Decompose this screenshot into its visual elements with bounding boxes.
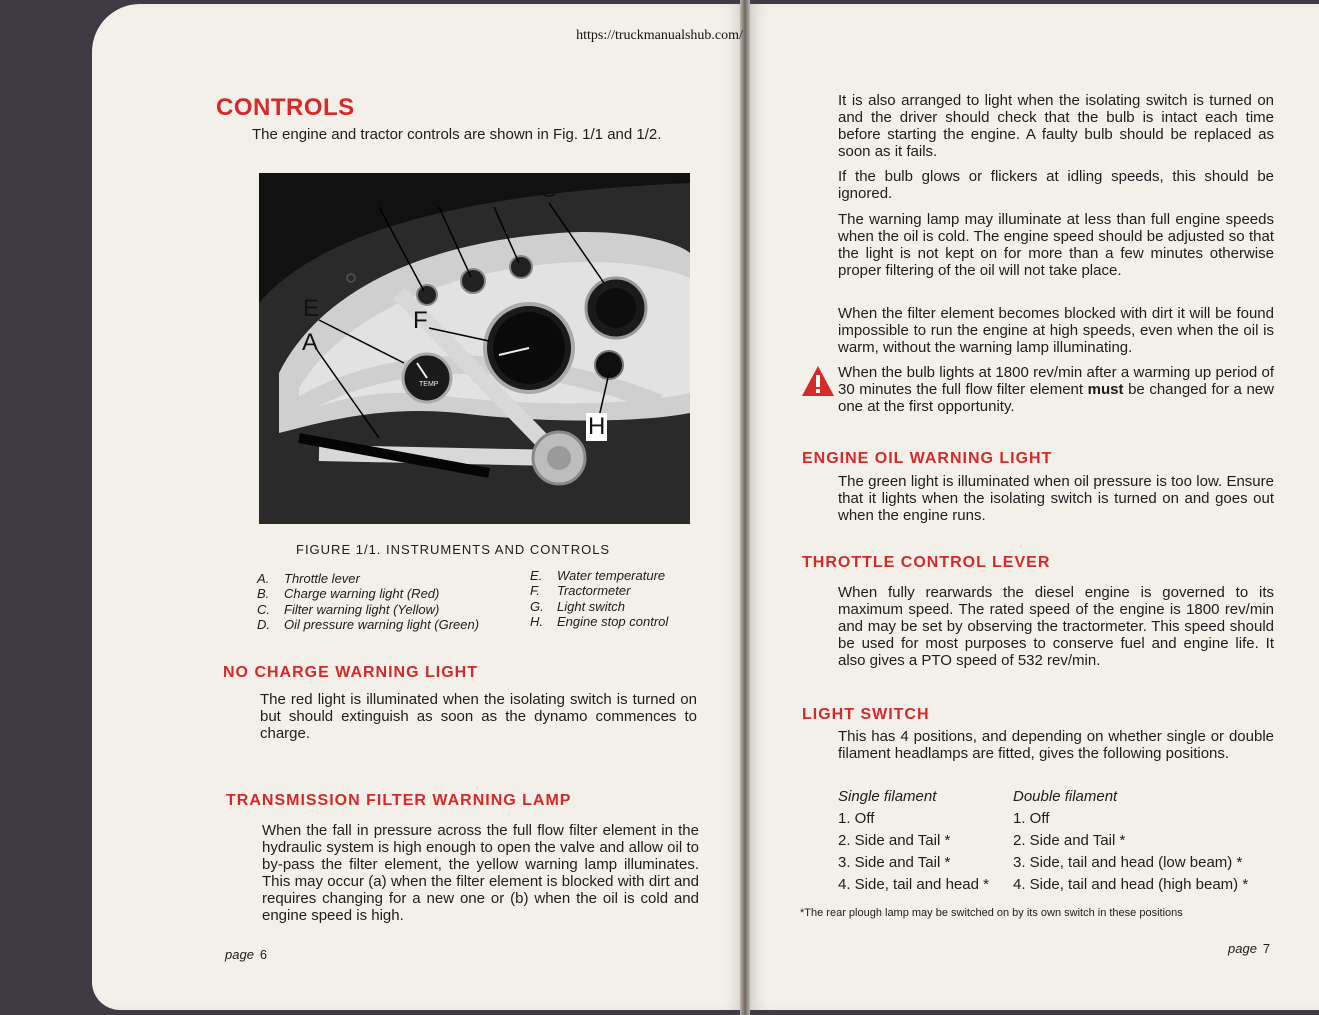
legend-item: F. Tractormeter [530,583,631,599]
list-item: 3. Side and Tail * [838,854,951,871]
list-item: 4. Side, tail and head (high beam) * [1013,876,1249,893]
list-item: 3. Side, tail and head (low beam) * [1013,854,1243,871]
legend-right [530,568,668,629]
dashboard-illustration [259,173,690,524]
legend-item: D. Oil pressure warning light (Green) [257,616,480,632]
light-switch-heading: LIGHT SWITCH [802,706,930,723]
legend-item: G. Light switch [530,598,625,614]
blocked-filter-text: When the filter element becomes blocked with dirt it will be found impossible to run the engine at high speeds, even when the oil is warm, without the warning lamp illuminating. [838,305,1274,356]
callout-f: F [413,307,428,334]
callout-g: G [539,176,558,203]
throttle-text: When fully rearwards the diesel engine is governed to its maximum speed. The rated speed of the engine is 1800 rev/min and may be set by observing the tractormeter. This speed should be used for most purposes to conserve fuel and engine life. It also gives a PTO speed of 532 rev/min. [838,584,1274,669]
page-title: CONTROLS [216,94,355,121]
temp-gauge-label: TEMP [419,381,439,388]
engine-oil-text: The green light is illuminated when oil pressure is too low. Ensure that it lights when the isolating switch is turned on and goes out when the engine runs. [838,473,1274,524]
callout-a: A [302,329,319,356]
source-url: https://truckmanualshub.com/ [576,28,743,43]
light-switch-text: This has 4 positions, and depending on whether single or double filament headlamps are fitted, gives the following positions. [838,728,1274,762]
callout-h: H [588,413,606,440]
no-charge-heading: NO CHARGE WARNING LIGHT [223,664,478,681]
legend-item: H. Engine stop control [530,613,669,629]
warning-text: When the bulb lights at 1800 rev/min after a warming up period of 30 minutes the full flow filter element must be changed for a new one at the first opportunity. [838,364,1274,415]
list-item: 1. Off [838,810,875,827]
callout-e: E [303,295,320,322]
page-number-right: page 7 [1228,941,1271,956]
cold-oil-text: The warning lamp may illuminate at less than full engine speeds when the oil is cold. The engine speed should be adjusted so that the light is not kept on for more than a few minutes otherwise proper filtering of the oil will not take place. [838,211,1274,279]
callout-c: C [429,180,447,207]
legend-left [257,571,479,632]
list-item: 2. Side and Tail * [1013,832,1126,849]
book-gutter [740,0,750,1015]
transmission-heading: TRANSMISSION FILTER WARNING LAMP [226,792,572,809]
intro-text: The engine and tractor controls are shown in Fig. 1/1 and 1/2. [252,126,662,143]
transmission-text: When the fall in pressure across the full flow filter element in the hydraulic system is high enough to open the valve and allow oil to by-pass the filter element, the yellow warning lamp illuminates. This may occur (a) when the filter element is blocked with dirt and requires changing for a new one or (b) when the oil is cold and engine speed is high. [262,822,699,924]
warning-icon [801,365,835,397]
throttle-heading: THROTTLE CONTROL LEVER [802,554,1051,571]
engine-oil-heading: ENGINE OIL WARNING LIGHT [802,450,1053,467]
double-filament-list [1013,788,1248,898]
no-charge-text: The red light is illuminated when the isolating switch is turned on but should extinguish as soon as the dynamo commences to charge. [260,691,697,742]
legend-item: C. Filter warning light (Yellow) [257,601,440,617]
page-number-left: page 6 [225,947,268,962]
single-filament-list [838,788,989,898]
legend-item: A. Throttle lever [257,571,360,586]
isolating-switch-text: It is also arranged to light when the isolating switch is turned on and the driver should check that the bulb is intact each time before starting the engine. A faulty bulb should be replaced as soon as it fails. [838,92,1274,160]
instrument-photo [259,173,690,524]
figure-caption: FIGURE 1/1. INSTRUMENTS AND CONTROLS [296,542,611,557]
list-item: 2. Side and Tail * [838,832,951,849]
idling-text: If the bulb glows or flickers at idling speeds, this should be ignored. [838,168,1274,202]
legend-item: B. Charge warning light (Red) [257,586,440,602]
footnote: *The rear plough lamp may be switched on by its own switch in these positions [800,907,1183,919]
legend-item: E. Water temperature [530,568,666,583]
list-item: 1. Off [1013,810,1050,827]
callout-b: B [369,180,386,207]
double-filament-heading: Double filament [1013,788,1118,805]
single-filament-heading: Single filament [838,788,937,805]
callout-d: D [484,180,502,207]
list-item: 4. Side, tail and head * [838,876,989,893]
